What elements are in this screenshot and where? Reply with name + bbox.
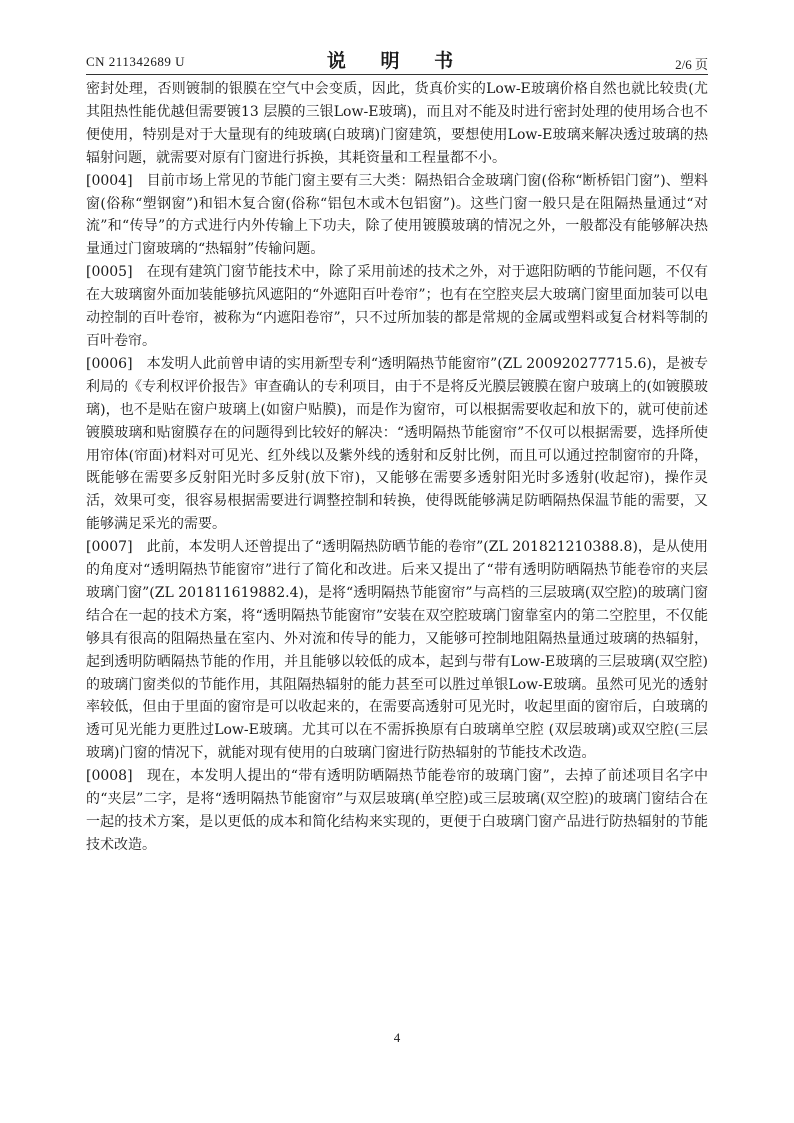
paragraph-number: [0008] <box>86 768 133 785</box>
paragraph-text: 本发明人此前曾申请的实用新型专利“透明隔热节能窗帘”(ZL 200920277715.6)，是被专利局的《专利权评价报告》审查确认的专利项目，由于不是将反光膜层镀膜在窗户玻璃上的(如镀膜玻璃)，也不是贴在窗户玻璃上(如窗户贴膜)，而是作为窗帘，可以根据需要收起和放下的，就可使前述镀膜玻璃和贴窗膜存在的问题得到比较好的解决：“透明隔热节能窗帘”不仅可以根据需要，选择所使用帘体(帘面)材料对可见光、红外线以及紫外线的透射和反射比例，而且可以通过控制窗帘的升降，既能够在需要多反射阳光时多反射(放下帘)，又能够在需要多透射阳光时多透射(收起帘)，操作灵活，效果可变，很容易根据需要进行调整控制和转换，使得既能够满足防晒隔热保温节能的需要，又能够满足采光的需要。 <box>86 355 708 533</box>
paragraph-text: 密封处理，否则镀制的银膜在空气中会变质，因此，货真价实的Low-E玻璃价格自然也就比较贵(尤其阻热性能优越但需要镀13 层膜的三银Low-E玻璃)，而且对不能及时进行密封处理的使用场合也不便使用，特别是对于大量现有的纯玻璃(白玻璃)门窗建筑，要想使用Low-E玻璃来解决透过玻璃的热辐射问题，就需要对原有门窗进行拆换，其耗资量和工程量都不小。 <box>86 81 708 166</box>
page-number: 4 <box>393 1030 401 1045</box>
paragraph-0008 <box>86 765 708 857</box>
paragraph-continued <box>86 78 708 170</box>
paragraph-0007 <box>86 536 708 765</box>
page-header <box>86 46 708 74</box>
document-body <box>86 78 708 857</box>
paragraph-0004 <box>86 170 708 262</box>
paragraph-text: 此前，本发明人还曾提出了“透明隔热防晒节能的卷帘”(ZL 201821210388.8)，是从使用的角度对“透明隔热节能窗帘”进行了简化和改进。后来又提出了“带有透明防晒隔热节能卷帘的夹层玻璃门窗”(ZL 201811619882.4)，是将“透明隔热节能窗帘”与高档的三层玻璃(双空腔)的玻璃门窗结合在一起的技术方案，将“透明隔热节能窗帘”安装在双空腔玻璃门窗靠室内的第二空腔里，不仅能够具有很高的阻隔热量在室内、外对流和传导的能力，又能够可控制地阻隔热量通过玻璃的热辐射，起到透明防晒隔热节能的作用，并且能够以较低的成本，起到与带有Low-E玻璃的三层玻璃(双空腔)的玻璃门窗类似的节能作用，其阻隔热辐射的能力甚至可以胜过单银Low-E玻璃。虽然可见光的透射率较低，但由于里面的窗帘是可以收起来的，在需要高透射可见光时，收起里面的窗帘后，白玻璃的透可见光能力更胜过Low-E玻璃。尤其可以在不需拆换原有白玻璃单空腔 (双层玻璃)或双空腔(三层玻璃)门窗的情况下，就能对现有使用的白玻璃门窗进行防热辐射的节能技术改造。 <box>86 539 708 762</box>
header-divider <box>86 74 708 75</box>
paragraph-number: [0004] <box>86 172 133 189</box>
paragraph-number: [0007] <box>86 539 133 556</box>
paragraph-0006 <box>86 353 708 536</box>
paragraph-text: 现在，本发明人提出的“带有透明防晒隔热节能卷帘的玻璃门窗”，去掉了前述项目名字中的“夹层”二字，是将“透明隔热节能窗帘”与双层玻璃(单空腔)或三层玻璃(双空腔)的玻璃门窗结合在一起的技术方案，是以更低的成本和简化结构来实现的，更便于白玻璃门窗产品进行防热辐射的节能技术改造。 <box>86 768 708 853</box>
page-indicator: 2/6 页 <box>675 57 708 72</box>
paragraph-text: 在现有建筑门窗节能技术中，除了采用前述的技术之外，对于遮阳防晒的节能问题，不仅有在大玻璃窗外面加装能够抗风遮阳的“外遮阳百叶卷帘”；也有在空腔夹层大玻璃门窗里面加装可以电动控制的百叶卷帘，被称为“内遮阳卷帘”，只不过所加装的都是常规的金属或塑料或复合材料等制的百叶卷帘。 <box>86 264 708 349</box>
patent-number: CN 211342689 U <box>86 54 185 69</box>
paragraph-number: [0006] <box>86 355 133 372</box>
paragraph-text: 目前市场上常见的节能门窗主要有三大类：隔热铝合金玻璃门窗(俗称“断桥铝门窗”)、塑料窗(俗称“塑钢窗”)和铝木复合窗(俗称“铝包木或木包铝窗”)。这些门窗一般只是在阻隔热量通过“对流”和“传导”的方式进行内外传输上下功夫，除了使用镀膜玻璃的情况之外，一般都没有能够解决热量通过门窗玻璃的“热辐射”传输问题。 <box>86 172 708 258</box>
document-title: 说 明 书 <box>326 50 468 72</box>
paragraph-0005 <box>86 261 708 353</box>
paragraph-number: [0005] <box>86 264 133 281</box>
